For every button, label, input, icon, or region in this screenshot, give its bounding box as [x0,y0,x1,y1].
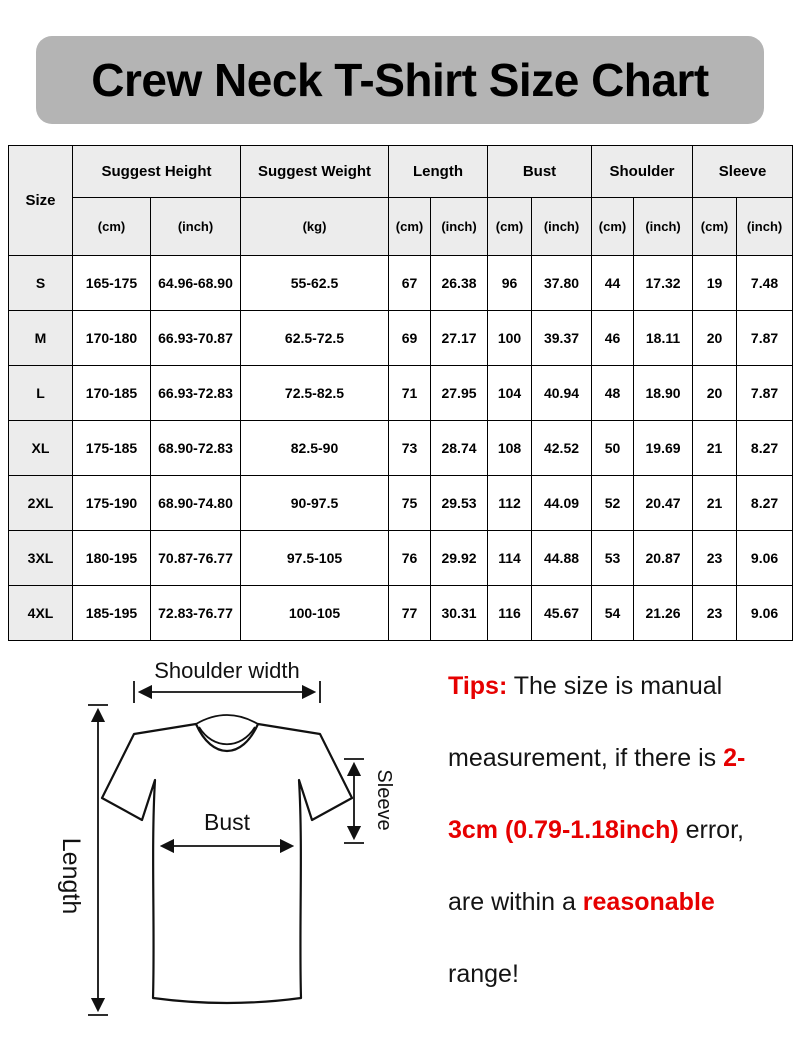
table-cell: 71 [389,366,431,421]
table-row [9,531,793,586]
table-cell: 112 [488,476,532,531]
table-cell: 20 [693,311,737,366]
length-label: Length [57,837,85,915]
table-cell: 72.5-82.5 [241,366,389,421]
tips-highlight: reasonable [582,888,715,916]
page-title: Crew Neck T-Shirt Size Chart [91,54,709,106]
unit-header-inch: (inch) [431,198,488,256]
table-cell: 21.26 [634,586,693,641]
size-cell: 3XL [9,531,73,586]
table-row [9,366,793,421]
size-cell: L [9,366,73,421]
table-cell: 104 [488,366,532,421]
unit-header-cm: (cm) [73,198,151,256]
size-cell: 4XL [9,586,73,641]
unit-header-inch: (inch) [737,198,793,256]
table-cell: 75 [389,476,431,531]
table-cell: 23 [693,586,737,641]
tips-line [448,722,796,794]
table-cell: 76 [389,531,431,586]
table-cell: 8.27 [737,476,793,531]
table-cell: 170-185 [73,366,151,421]
table-cell: 165-175 [73,256,151,311]
tips-line [448,866,796,938]
table-cell: 17.32 [634,256,693,311]
col-header-suggest-height: Suggest Height [73,146,241,198]
table-cell: 26.38 [431,256,488,311]
table-cell: 66.93-72.83 [151,366,241,421]
table-cell: 28.74 [431,421,488,476]
unit-header-cm: (cm) [592,198,634,256]
tips-block [448,650,796,1010]
tips-text: error, [678,816,744,844]
table-cell: 67 [389,256,431,311]
table-cell: 96 [488,256,532,311]
table-cell: 64.96-68.90 [151,256,241,311]
table-cell: 29.53 [431,476,488,531]
tips-line [448,650,796,722]
unit-header-inch: (inch) [151,198,241,256]
tshirt-measurement-diagram [0,648,440,1040]
table-cell: 18.90 [634,366,693,421]
table-cell: 52 [592,476,634,531]
table-cell: 8.27 [737,421,793,476]
size-chart-table [8,145,793,641]
table-cell: 20.47 [634,476,693,531]
table-cell: 90-97.5 [241,476,389,531]
col-header-sleeve: Sleeve [693,146,793,198]
header-row-main [9,146,793,198]
table-cell: 53 [592,531,634,586]
table-cell: 100 [488,311,532,366]
col-header-length: Length [389,146,488,198]
table-cell: 54 [592,586,634,641]
table-cell: 37.80 [532,256,592,311]
tips-line [448,794,796,866]
tips-label: Tips: [448,672,508,700]
table-cell: 40.94 [532,366,592,421]
tips-text: measurement, if there is [448,744,724,772]
size-cell: M [9,311,73,366]
table-cell: 29.92 [431,531,488,586]
unit-header-kg: (kg) [241,198,389,256]
table-cell: 21 [693,421,737,476]
shoulder-width-label: Shoulder width [154,658,300,683]
table-row [9,256,793,311]
tips-line [448,938,796,1010]
unit-header-cm: (cm) [488,198,532,256]
unit-header-inch: (inch) [634,198,693,256]
table-cell: 180-195 [73,531,151,586]
sleeve-label: Sleeve [373,769,395,831]
table-row [9,421,793,476]
table-cell: 82.5-90 [241,421,389,476]
table-cell: 7.87 [737,366,793,421]
collar-back [196,715,258,724]
table-cell: 69 [389,311,431,366]
tips-text: are within a [448,888,583,916]
table-cell: 108 [488,421,532,476]
tshirt-outline [102,724,352,1003]
bust-label: Bust [203,809,251,835]
table-cell: 44 [592,256,634,311]
tips-text: range! [448,960,519,988]
table-cell: 20 [693,366,737,421]
table-cell: 170-180 [73,311,151,366]
table-row [9,311,793,366]
title-banner [36,36,764,124]
table-cell: 97.5-105 [241,531,389,586]
table-cell: 46 [592,311,634,366]
table-cell: 62.5-72.5 [241,311,389,366]
size-cell: XL [9,421,73,476]
table-cell: 175-190 [73,476,151,531]
table-cell: 50 [592,421,634,476]
table-cell: 45.67 [532,586,592,641]
table-cell: 39.37 [532,311,592,366]
table-cell: 30.31 [431,586,488,641]
header-row-units [9,198,793,256]
table-cell: 68.90-72.83 [151,421,241,476]
table-cell: 19.69 [634,421,693,476]
col-header-suggest-weight: Suggest Weight [241,146,389,198]
table-cell: 20.87 [634,531,693,586]
table-cell: 7.48 [737,256,793,311]
unit-header-cm: (cm) [389,198,431,256]
table-cell: 44.88 [532,531,592,586]
table-cell: 114 [488,531,532,586]
table-cell: 73 [389,421,431,476]
table-cell: 116 [488,586,532,641]
table-cell: 9.06 [737,586,793,641]
table-cell: 21 [693,476,737,531]
table-cell: 68.90-74.80 [151,476,241,531]
col-header-size: Size [9,146,73,256]
unit-header-inch: (inch) [532,198,592,256]
table-cell: 72.83-76.77 [151,586,241,641]
table-cell: 9.06 [737,531,793,586]
col-header-bust: Bust [488,146,592,198]
table-cell: 27.95 [431,366,488,421]
table-cell: 66.93-70.87 [151,311,241,366]
table-cell: 42.52 [532,421,592,476]
table-cell: 70.87-76.77 [151,531,241,586]
size-cell: 2XL [9,476,73,531]
tips-highlight: 2- [723,744,746,772]
table-cell: 77 [389,586,431,641]
table-row [9,476,793,531]
table-cell: 55-62.5 [241,256,389,311]
table-row [9,586,793,641]
table-cell: 175-185 [73,421,151,476]
tips-text: The size is manual [507,672,723,700]
col-header-shoulder: Shoulder [592,146,693,198]
size-cell: S [9,256,73,311]
table-cell: 44.09 [532,476,592,531]
table-cell: 19 [693,256,737,311]
table-cell: 185-195 [73,586,151,641]
unit-header-cm: (cm) [693,198,737,256]
table-cell: 100-105 [241,586,389,641]
table-cell: 48 [592,366,634,421]
table-cell: 7.87 [737,311,793,366]
table-cell: 27.17 [431,311,488,366]
table-cell: 18.11 [634,311,693,366]
tips-highlight: 3cm (0.79-1.18inch) [448,816,679,844]
table-cell: 23 [693,531,737,586]
